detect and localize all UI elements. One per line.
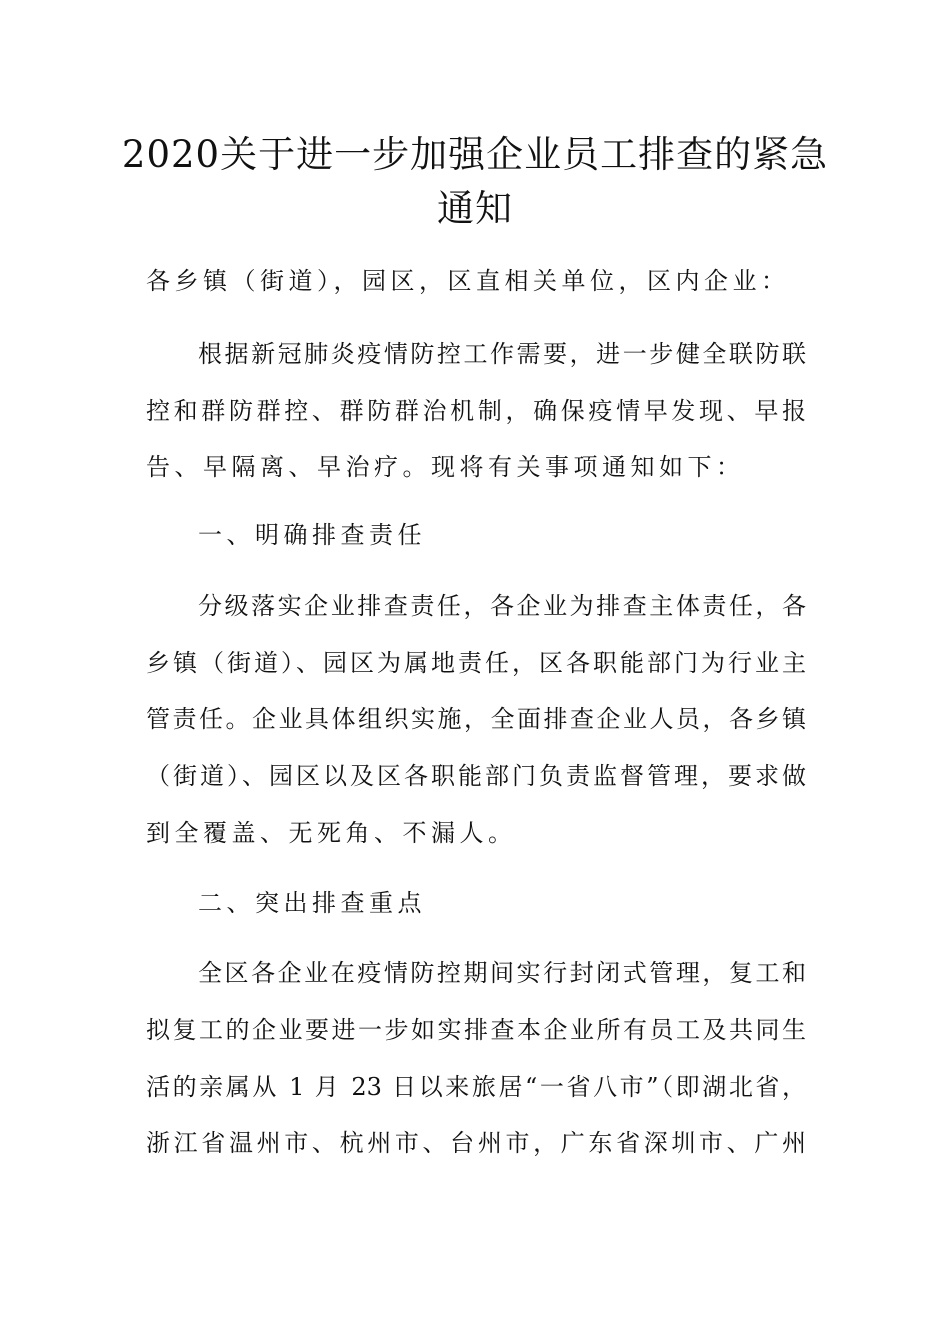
paragraph-line: 根据新冠肺炎疫情防控工作需要，进一步健全联防联 [198,340,806,368]
salutation: 各乡镇（街道），园区，区直相关单位，区内企业： [146,267,790,295]
paragraph-line: 全区各企业在疫情防控期间实行封闭式管理，复工和 [198,959,806,987]
section-heading-2: 二、突出排查重点 [198,889,426,917]
section-heading-1: 一、明确排查责任 [198,521,426,549]
paragraph-line: 分级落实企业排查责任，各企业为排查主体责任，各 [198,592,806,620]
paragraph-line: 活的亲属从 1 月 23 日以来旅居“一省八市”（即湖北省， [146,1073,806,1101]
title-line-2: 通知 [437,187,513,230]
paragraph-line: 到全覆盖、无死角、不漏人。 [146,819,517,847]
paragraph-line: 管责任。企业具体组织实施，全面排查企业人员，各乡镇 [146,705,806,733]
paragraph-line: 乡镇（街道）、园区为属地责任，区各职能部门为行业主 [146,649,806,677]
paragraph-line: （街道）、园区以及区各职能部门负责监督管理，要求做 [146,762,806,790]
paragraph-line: 控和群防群控、群防群治机制，确保疫情早发现、早报 [146,397,806,425]
document-title [120,128,830,236]
paragraph-line: 拟复工的企业要进一步如实排查本企业所有员工及共同生 [146,1016,806,1044]
paragraph-line: 浙江省温州市、杭州市、台州市，广东省深圳市、广州 [146,1129,806,1157]
paragraph-line: 告、早隔离、早治疗。现将有关事项通知如下： [146,453,745,481]
title-line-1: 2020关于进一步加强企业员工排查的紧急 [121,133,829,176]
